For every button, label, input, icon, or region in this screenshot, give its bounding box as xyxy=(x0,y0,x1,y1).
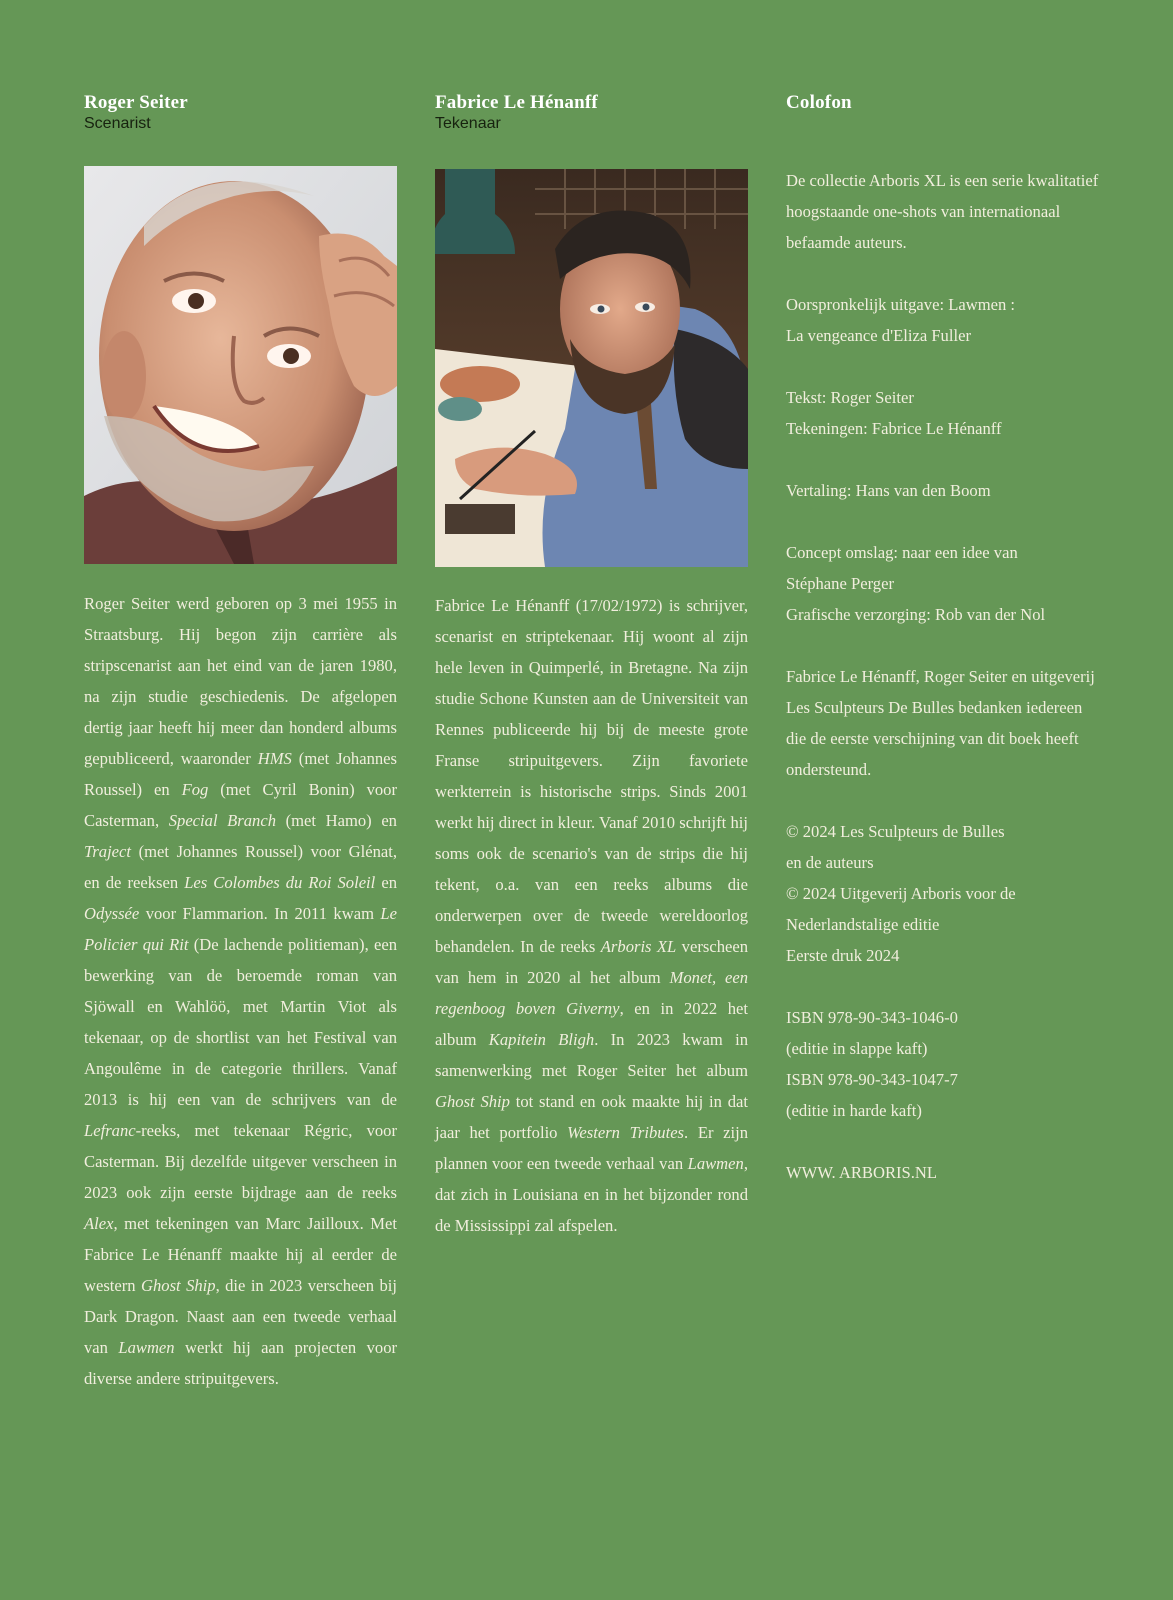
colofon-line: © 2024 Uitgeverij Arboris voor de xyxy=(786,884,1016,903)
author-name: Fabrice Le Hénanff xyxy=(435,92,598,113)
bio-text: (met Hamo) en xyxy=(276,811,397,830)
website-link[interactable] xyxy=(786,1157,1106,1188)
bio-title-italic: Special Branch xyxy=(168,811,277,830)
colofon-line: WWW. ARBORIS.NL xyxy=(786,1163,938,1182)
bio-text: Fabrice Le Hénanff (17/02/1972) is schrijver, scenarist en striptekenaar. Hij woont al zijn hele leven in Quimperlé, in Bretagne. Na zijn studie Schone Kunsten aan de Universiteit van Rennes publiceerde hij bij de meeste grote Franse stripuitgevers. Zijn favoriete werkterrein is historische strips. Sinds 2001 werkt hij direct in kleur. Vanaf 2010 schrijft hij soms ook de scenario's van de strips die hij tekent, o.a. van een reeks albums die onderwerpen over de tweede wereldoorlog behandelen. In de reeks xyxy=(435,596,748,956)
bio-title-italic: Ghost Ship xyxy=(435,1092,510,1111)
author-role: Tekenaar xyxy=(435,115,501,132)
colofon-paragraph xyxy=(786,1002,1106,1126)
bio-title-italic: Le Policier qui Rit xyxy=(84,904,397,954)
bio-title-italic: Monet, een regenboog boven Giverny xyxy=(435,968,748,1018)
colofon-line: Concept omslag: naar een idee van xyxy=(786,543,1018,562)
bio-title-italic: Lawmen xyxy=(687,1154,744,1173)
colofon-line: Eerste druk 2024 xyxy=(786,946,900,965)
colofon-column xyxy=(786,92,1106,1182)
author-column-henanff xyxy=(435,92,749,1235)
colofon-line: Nederlandstalige editie xyxy=(786,915,940,934)
bio-text: (De lachende politieman), een bewerking van de beroemde roman van Sjöwall en Wahlöö, met Martin Viot als tekenaar, op de shortlist van het Festival van Angoulême in de categorie thrillers. Vanaf 2013 is hij een van de schrijvers van de xyxy=(84,935,398,1109)
bio-title-italic: Alex xyxy=(84,1214,114,1233)
bio-text: , die in 2023 verscheen bij Dark Dragon. Naast aan een tweede verhaal van xyxy=(84,1276,397,1357)
author-role: Scenarist xyxy=(84,115,151,132)
bio-title-italic: Traject xyxy=(84,842,132,861)
bio-text: , dat zich in Louisiana en in het bijzonder rond de Mississippi zal afspelen. xyxy=(435,1154,748,1235)
colofon-paragraph xyxy=(786,537,1106,630)
colofon-line: ISBN 978-90-343-1047-7 xyxy=(786,1070,958,1089)
colofon-line: De collectie Arboris XL is een serie kwalitatief hoogstaande one-shots van internationaal befaamde auteurs. xyxy=(786,171,1099,252)
bio-title-italic: Odyssée xyxy=(84,904,140,923)
colofon-paragraph xyxy=(786,382,1106,444)
colofon-line: © 2024 Les Sculpteurs de Bulles xyxy=(786,822,1005,841)
bio-text: verscheen van hem in 2020 al het album xyxy=(435,937,749,987)
colofon-line: Stéphane Perger xyxy=(786,574,894,593)
colofon-line: (editie in harde kaft) xyxy=(786,1101,922,1120)
colofon-paragraph xyxy=(786,816,1106,971)
bio-text: (met Johannes Roussel) en xyxy=(84,749,397,799)
bio-title-italic: Ghost Ship xyxy=(141,1276,216,1295)
bio-title-italic: Les Colombes du Roi Soleil xyxy=(184,873,376,892)
author-bio xyxy=(435,590,748,1241)
bio-title-italic: Western Tributes xyxy=(567,1123,685,1142)
author-name: Roger Seiter xyxy=(84,92,188,113)
colofon-line: Fabrice Le Hénanff, Roger Seiter en uitgeverij Les Sculpteurs De Bulles bedanken iedereen die de eerste verschijning van dit boek heeft ondersteund. xyxy=(786,667,1095,779)
colofon-body xyxy=(786,165,1106,1219)
colofon-line: Tekst: Roger Seiter xyxy=(786,388,914,407)
colofon-line: ISBN 978-90-343-1046-0 xyxy=(786,1008,958,1027)
portrait-photo-henanff xyxy=(435,169,748,567)
colofon-line: Vertaling: Hans van den Boom xyxy=(786,481,991,500)
bio-text: -reeks, met tekenaar Régric, voor Casterman. Bij dezelfde uitgever verscheen in 2023 ook zijn eerste bijdrage aan de reeks xyxy=(84,1121,397,1202)
portrait-illustration xyxy=(84,166,397,564)
bio-text: , met tekeningen van Marc Jailloux. Met Fabrice Le Hénanff maakte hij al eerder de western xyxy=(84,1214,397,1295)
bio-text: . Er zijn plannen voor een tweede verhaal van xyxy=(435,1123,748,1173)
colofon-paragraph xyxy=(786,289,1106,351)
portrait-illustration xyxy=(435,169,748,567)
bio-text: tot stand en ook maakte hij in dat jaar het portfolio xyxy=(435,1092,748,1142)
bio-title-italic: Arboris XL xyxy=(600,937,677,956)
bio-title-italic: HMS xyxy=(257,749,292,768)
bio-text: (met Johannes Roussel) voor Glénat, en de reeksen xyxy=(84,842,397,892)
bio-title-italic: Fog xyxy=(181,780,209,799)
bio-title-italic: Kapitein Bligh xyxy=(488,1030,595,1049)
colofon-paragraph xyxy=(786,661,1106,785)
colofon-paragraph xyxy=(786,475,1106,506)
bio-text: Roger Seiter werd geboren op 3 mei 1955 in Straatsburg. Hij begon zijn carrière als stripscenarist aan het eind van de jaren 1980, na zijn studie geschiedenis. De afgelopen dertig jaar heeft hij meer dan honderd albums gepubliceerd, waaronder xyxy=(84,594,397,768)
colofon-line: Tekeningen: Fabrice Le Hénanff xyxy=(786,419,1002,438)
colofon-line: La vengeance d'Eliza Fuller xyxy=(786,326,971,345)
author-column-seiter xyxy=(84,92,398,1388)
bio-title-italic: Lefranc xyxy=(84,1121,136,1140)
bio-title-italic: Lawmen xyxy=(118,1338,175,1357)
bio-text: en xyxy=(375,873,398,892)
portrait-photo-seiter xyxy=(84,166,397,564)
colofon-paragraph xyxy=(786,165,1106,258)
bio-text: , en in 2022 het album xyxy=(435,999,749,1049)
colofon-line: en de auteurs xyxy=(786,853,874,872)
bio-text: werkt hij aan projecten voor diverse andere stripuitgevers. xyxy=(84,1338,398,1388)
author-bio xyxy=(84,588,397,1394)
bio-text: (met Cyril Bonin) voor Casterman, xyxy=(84,780,397,830)
colofon-line: Oorspronkelijk uitgave: Lawmen : xyxy=(786,295,1016,314)
colofon-line: Grafische verzorging: Rob van der Nol xyxy=(786,605,1046,624)
bio-text: . In 2023 kwam in samenwerking met Roger Seiter het album xyxy=(435,1030,748,1080)
bio-text: voor Flammarion. In 2011 kwam xyxy=(139,904,381,923)
colofon-line: (editie in slappe kaft) xyxy=(786,1039,928,1058)
colofon-title: Colofon xyxy=(786,92,852,113)
